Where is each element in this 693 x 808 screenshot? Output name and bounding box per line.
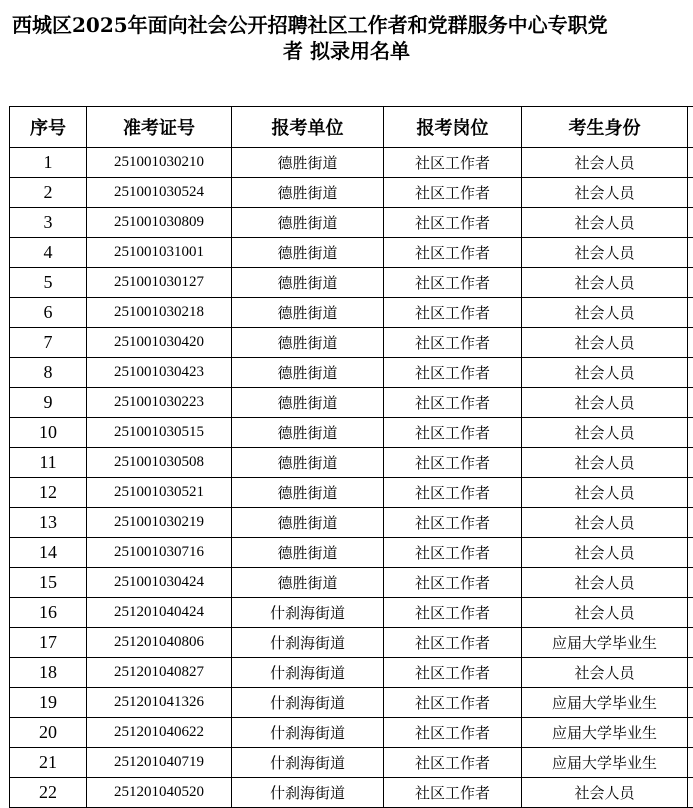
cell-unit: 德胜街道	[232, 208, 384, 238]
cell-exam-number: 251001030210	[87, 148, 232, 178]
cell-position: 社区工作者	[384, 598, 522, 628]
cell-unit: 德胜街道	[232, 508, 384, 538]
cell-overflow	[688, 328, 693, 358]
cell-exam-number: 251001030423	[87, 358, 232, 388]
table-body	[10, 148, 693, 808]
cell-seq: 5	[10, 268, 87, 298]
cell-overflow	[688, 778, 693, 808]
cell-identity: 社会人员	[522, 418, 688, 448]
table-row	[10, 388, 693, 418]
cell-exam-number: 251001030809	[87, 208, 232, 238]
cell-exam-number: 251001030508	[87, 448, 232, 478]
cell-overflow	[688, 628, 693, 658]
table-row	[10, 328, 693, 358]
header-identity: 考生身份	[522, 107, 688, 148]
cell-seq: 7	[10, 328, 87, 358]
cell-exam-number: 251201040827	[87, 658, 232, 688]
cell-seq: 4	[10, 238, 87, 268]
header-exam-number: 准考证号	[87, 107, 232, 148]
cell-overflow	[688, 598, 693, 628]
cell-identity: 社会人员	[522, 148, 688, 178]
cell-unit: 德胜街道	[232, 268, 384, 298]
cell-seq: 16	[10, 598, 87, 628]
cell-position: 社区工作者	[384, 478, 522, 508]
cell-seq: 3	[10, 208, 87, 238]
cell-position: 社区工作者	[384, 208, 522, 238]
cell-unit: 德胜街道	[232, 478, 384, 508]
cell-exam-number: 251001030521	[87, 478, 232, 508]
table-header-row	[10, 107, 693, 148]
cell-exam-number: 251001031001	[87, 238, 232, 268]
cell-seq: 14	[10, 538, 87, 568]
table-row	[10, 358, 693, 388]
cell-overflow	[688, 358, 693, 388]
cell-identity: 社会人员	[522, 358, 688, 388]
cell-unit: 什刹海街道	[232, 778, 384, 808]
cell-seq: 22	[10, 778, 87, 808]
cell-overflow	[688, 658, 693, 688]
cell-identity: 应届大学毕业生	[522, 748, 688, 778]
cell-exam-number: 251001030420	[87, 328, 232, 358]
table-row	[10, 148, 693, 178]
cell-overflow	[688, 688, 693, 718]
cell-unit: 德胜街道	[232, 448, 384, 478]
cell-identity: 社会人员	[522, 658, 688, 688]
cell-overflow	[688, 748, 693, 778]
cell-identity: 社会人员	[522, 208, 688, 238]
cell-exam-number: 251201040520	[87, 778, 232, 808]
cell-unit: 德胜街道	[232, 328, 384, 358]
table-row	[10, 418, 693, 448]
cell-seq: 20	[10, 718, 87, 748]
cell-identity: 社会人员	[522, 298, 688, 328]
cell-overflow	[688, 418, 693, 448]
cell-identity: 社会人员	[522, 538, 688, 568]
cell-unit: 什刹海街道	[232, 598, 384, 628]
cell-overflow	[688, 148, 693, 178]
cell-exam-number: 251201040806	[87, 628, 232, 658]
cell-unit: 德胜街道	[232, 568, 384, 598]
cell-identity: 社会人员	[522, 178, 688, 208]
table-row	[10, 688, 693, 718]
cell-identity: 应届大学毕业生	[522, 628, 688, 658]
cell-unit: 什刹海街道	[232, 748, 384, 778]
table-row	[10, 298, 693, 328]
cell-seq: 15	[10, 568, 87, 598]
header-overflow-column	[688, 107, 693, 148]
cell-unit: 什刹海街道	[232, 688, 384, 718]
cell-identity: 社会人员	[522, 238, 688, 268]
cell-position: 社区工作者	[384, 748, 522, 778]
cell-overflow	[688, 268, 693, 298]
title-line-2: 者 拟录用名单	[0, 38, 693, 64]
cell-identity: 社会人员	[522, 478, 688, 508]
cell-seq: 19	[10, 688, 87, 718]
cell-overflow	[688, 238, 693, 268]
cell-identity: 社会人员	[522, 448, 688, 478]
table-row	[10, 448, 693, 478]
table-row	[10, 508, 693, 538]
cell-identity: 应届大学毕业生	[522, 718, 688, 748]
table-row	[10, 568, 693, 598]
header-seq: 序号	[10, 107, 87, 148]
cell-exam-number: 251001030424	[87, 568, 232, 598]
cell-position: 社区工作者	[384, 508, 522, 538]
cell-seq: 13	[10, 508, 87, 538]
cell-seq: 21	[10, 748, 87, 778]
cell-unit: 德胜街道	[232, 418, 384, 448]
cell-unit: 德胜街道	[232, 358, 384, 388]
cell-position: 社区工作者	[384, 268, 522, 298]
cell-seq: 18	[10, 658, 87, 688]
table-row	[10, 238, 693, 268]
cell-seq: 6	[10, 298, 87, 328]
cell-unit: 德胜街道	[232, 238, 384, 268]
cell-overflow	[688, 448, 693, 478]
cell-unit: 什刹海街道	[232, 658, 384, 688]
cell-position: 社区工作者	[384, 538, 522, 568]
cell-seq: 12	[10, 478, 87, 508]
cell-position: 社区工作者	[384, 448, 522, 478]
cell-exam-number: 251001030524	[87, 178, 232, 208]
cell-overflow	[688, 508, 693, 538]
document-title	[0, 12, 693, 64]
table-row	[10, 778, 693, 808]
cell-overflow	[688, 478, 693, 508]
cell-position: 社区工作者	[384, 238, 522, 268]
cell-position: 社区工作者	[384, 388, 522, 418]
cell-position: 社区工作者	[384, 328, 522, 358]
cell-identity: 应届大学毕业生	[522, 688, 688, 718]
cell-position: 社区工作者	[384, 358, 522, 388]
cell-exam-number: 251001030219	[87, 508, 232, 538]
cell-seq: 10	[10, 418, 87, 448]
cell-position: 社区工作者	[384, 688, 522, 718]
cell-identity: 社会人员	[522, 508, 688, 538]
cell-seq: 2	[10, 178, 87, 208]
table-row	[10, 718, 693, 748]
cell-identity: 社会人员	[522, 388, 688, 418]
cell-position: 社区工作者	[384, 298, 522, 328]
cell-identity: 社会人员	[522, 598, 688, 628]
cell-position: 社区工作者	[384, 658, 522, 688]
cell-identity: 社会人员	[522, 778, 688, 808]
table-row	[10, 598, 693, 628]
table-row	[10, 178, 693, 208]
cell-identity: 社会人员	[522, 568, 688, 598]
table-row	[10, 748, 693, 778]
cell-exam-number: 251201040622	[87, 718, 232, 748]
cell-seq: 17	[10, 628, 87, 658]
header-unit: 报考单位	[232, 107, 384, 148]
title-line-1: 西城区2025年面向社会公开招聘社区工作者和党群服务中心专职党	[0, 12, 693, 38]
cell-exam-number: 251201040719	[87, 748, 232, 778]
cell-position: 社区工作者	[384, 178, 522, 208]
cell-exam-number: 251201041326	[87, 688, 232, 718]
cell-position: 社区工作者	[384, 628, 522, 658]
cell-overflow	[688, 718, 693, 748]
cell-position: 社区工作者	[384, 718, 522, 748]
cell-overflow	[688, 298, 693, 328]
cell-unit: 德胜街道	[232, 298, 384, 328]
candidate-table	[9, 106, 693, 808]
cell-exam-number: 251001030223	[87, 388, 232, 418]
cell-unit: 德胜街道	[232, 178, 384, 208]
table-row	[10, 268, 693, 298]
cell-identity: 社会人员	[522, 328, 688, 358]
cell-exam-number: 251001030716	[87, 538, 232, 568]
table-row	[10, 658, 693, 688]
cell-exam-number: 251001030515	[87, 418, 232, 448]
cell-exam-number: 251201040424	[87, 598, 232, 628]
cell-position: 社区工作者	[384, 568, 522, 598]
cell-seq: 9	[10, 388, 87, 418]
table-row	[10, 208, 693, 238]
cell-overflow	[688, 568, 693, 598]
header-position: 报考岗位	[384, 107, 522, 148]
cell-overflow	[688, 178, 693, 208]
cell-identity: 社会人员	[522, 268, 688, 298]
cell-unit: 什刹海街道	[232, 718, 384, 748]
cell-position: 社区工作者	[384, 418, 522, 448]
table-row	[10, 538, 693, 568]
cell-exam-number: 251001030218	[87, 298, 232, 328]
cell-position: 社区工作者	[384, 778, 522, 808]
cell-unit: 德胜街道	[232, 148, 384, 178]
table-row	[10, 628, 693, 658]
cell-unit: 什刹海街道	[232, 628, 384, 658]
cell-overflow	[688, 538, 693, 568]
cell-position: 社区工作者	[384, 148, 522, 178]
cell-overflow	[688, 388, 693, 418]
cell-seq: 8	[10, 358, 87, 388]
cell-unit: 德胜街道	[232, 538, 384, 568]
table-row	[10, 478, 693, 508]
cell-unit: 德胜街道	[232, 388, 384, 418]
cell-seq: 1	[10, 148, 87, 178]
cell-overflow	[688, 208, 693, 238]
cell-seq: 11	[10, 448, 87, 478]
cell-exam-number: 251001030127	[87, 268, 232, 298]
